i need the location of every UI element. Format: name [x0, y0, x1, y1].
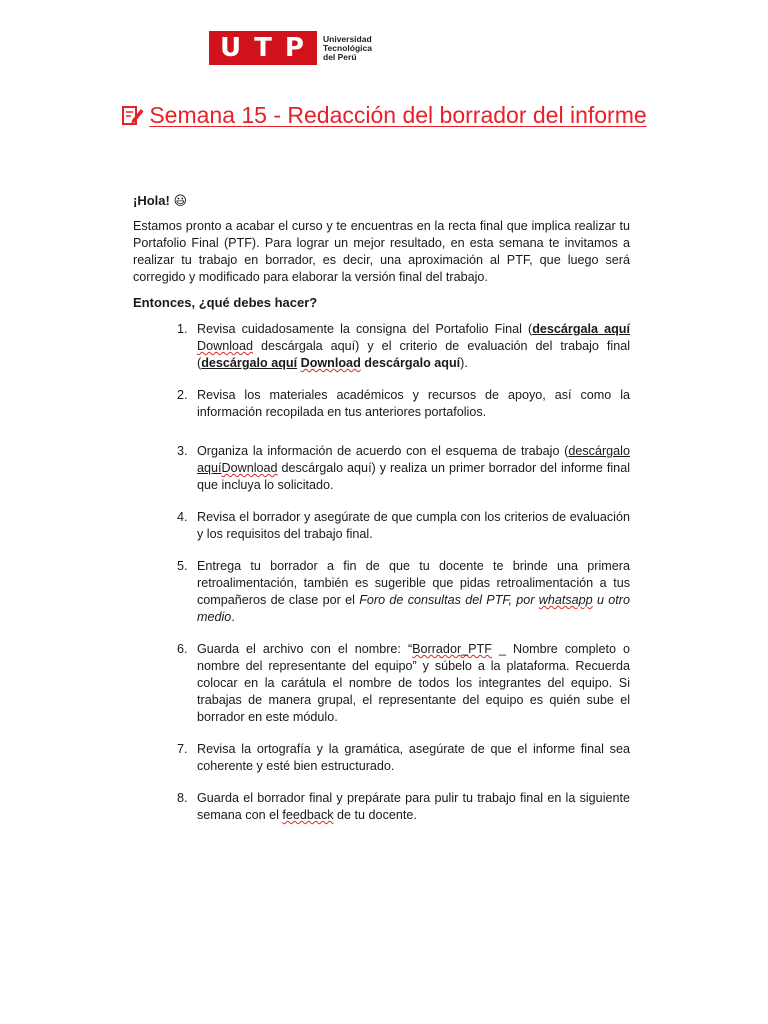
list-text: .	[231, 610, 235, 624]
intro-paragraph: Estamos pronto a acabar el curso y te encuentras en la recta final que implica realizar tu Portafolio Final (PTF). Para lograr un mejor resultado, en esta semana te invitamos a realizar tu trabajo en borrador, es decir, una aproximación al PTF, que luego será corregido y modificado para elaborar la versión final del trabajo.	[133, 219, 630, 284]
list-number: 1.	[177, 322, 188, 336]
utp-logo-letters: U T P	[219, 33, 306, 63]
download-label[interactable]: Download	[300, 356, 361, 370]
list-text: u otro medio	[197, 593, 630, 624]
list-number: 2.	[177, 388, 188, 402]
page-title	[110, 100, 658, 133]
logo-line-3: del Perú	[323, 51, 357, 62]
whatsapp-word: whatsapp	[538, 593, 593, 607]
list-number: 6.	[177, 642, 188, 656]
list-text: Guarda el borrador final y prepárate para pulir tu trabajo final en la siguiente semana con el	[197, 791, 630, 822]
list-item	[133, 443, 630, 494]
greeting: ¡Hola! 😃	[133, 193, 187, 208]
criterio-download-link[interactable]: descárgalo aquí	[201, 356, 298, 370]
list-text: ).	[460, 356, 468, 370]
list-text: _ Nombre completo o nombre del representante del equipo” y súbelo a la plataforma. Recuerda colocar en la carátula el nombre de todos los integrantes del equipo. Si trabajas de manera grupal, el representante del equipo es quién sube el borrador en este módulo.	[197, 642, 630, 724]
list-text: descárgalo aquí	[360, 356, 461, 370]
list-item	[133, 321, 630, 372]
list-text: Organiza la información de acuerdo con el esquema de trabajo (	[197, 444, 569, 458]
logo-line-1: Universidad	[323, 33, 372, 44]
list-item	[133, 558, 630, 626]
list-item	[133, 387, 630, 421]
edit-document-icon	[121, 103, 145, 133]
download-label[interactable]: Download	[197, 339, 254, 353]
list-text: Revisa el borrador y asegúrate de que cumpla con los criterios de evaluación y los requisitos del trabajo final.	[197, 510, 630, 541]
download-label[interactable]: Download	[221, 461, 278, 475]
utp-logo	[209, 31, 372, 65]
list-text: Revisa la ortografía y la gramática, asegúrate de que el informe final sea coherente y esté bien estructurado.	[197, 742, 630, 773]
list-number: 8.	[177, 791, 188, 805]
logo-line-2: Tecnológica	[323, 42, 372, 53]
list-text: descárgalo aquí) y realiza un primer borrador del informe final que incluya lo solicitado.	[197, 461, 630, 492]
list-item	[133, 509, 630, 543]
page-title-text: Semana 15 - Redacción del borrador del informe	[149, 102, 647, 128]
list-text: Entrega tu borrador a fin de que tu docente te brinde una primera retroalimentación, también es sugerible que pidas retroalimentación a tus compañeros de clase por el	[197, 559, 630, 607]
list-number: 4.	[177, 510, 188, 524]
list-number: 3.	[177, 444, 188, 458]
steps-list	[133, 321, 630, 824]
list-text: Foro de consultas del PTF, por	[359, 593, 539, 607]
list-text: descárgala aquí) y el criterio de evaluación del trabajo final (	[197, 339, 630, 370]
list-item	[133, 641, 630, 726]
filename-word: Borrador_PTF	[412, 642, 492, 656]
esquema-download-link[interactable]: descárgalo aquí	[197, 444, 630, 475]
list-text: Revisa cuidadosamente la consigna del Portafolio Final (	[197, 322, 533, 336]
utp-logo-mark	[209, 31, 317, 65]
document-body	[133, 192, 630, 824]
question-heading: Entonces, ¿qué debes hacer?	[133, 295, 318, 310]
utp-logo-text	[323, 35, 372, 62]
list-item	[133, 741, 630, 775]
list-text: Revisa los materiales académicos y recursos de apoyo, así como la información recopilada en tus anteriores portafolios.	[197, 388, 630, 419]
list-number: 5.	[177, 559, 188, 573]
list-text: Guarda el archivo con el nombre: “	[197, 642, 413, 656]
list-number: 7.	[177, 742, 188, 756]
consigna-download-link[interactable]: descárgala aquí	[532, 322, 630, 336]
list-item	[133, 790, 630, 824]
feedback-word: feedback	[282, 808, 334, 822]
list-text: de tu docente.	[333, 808, 417, 822]
